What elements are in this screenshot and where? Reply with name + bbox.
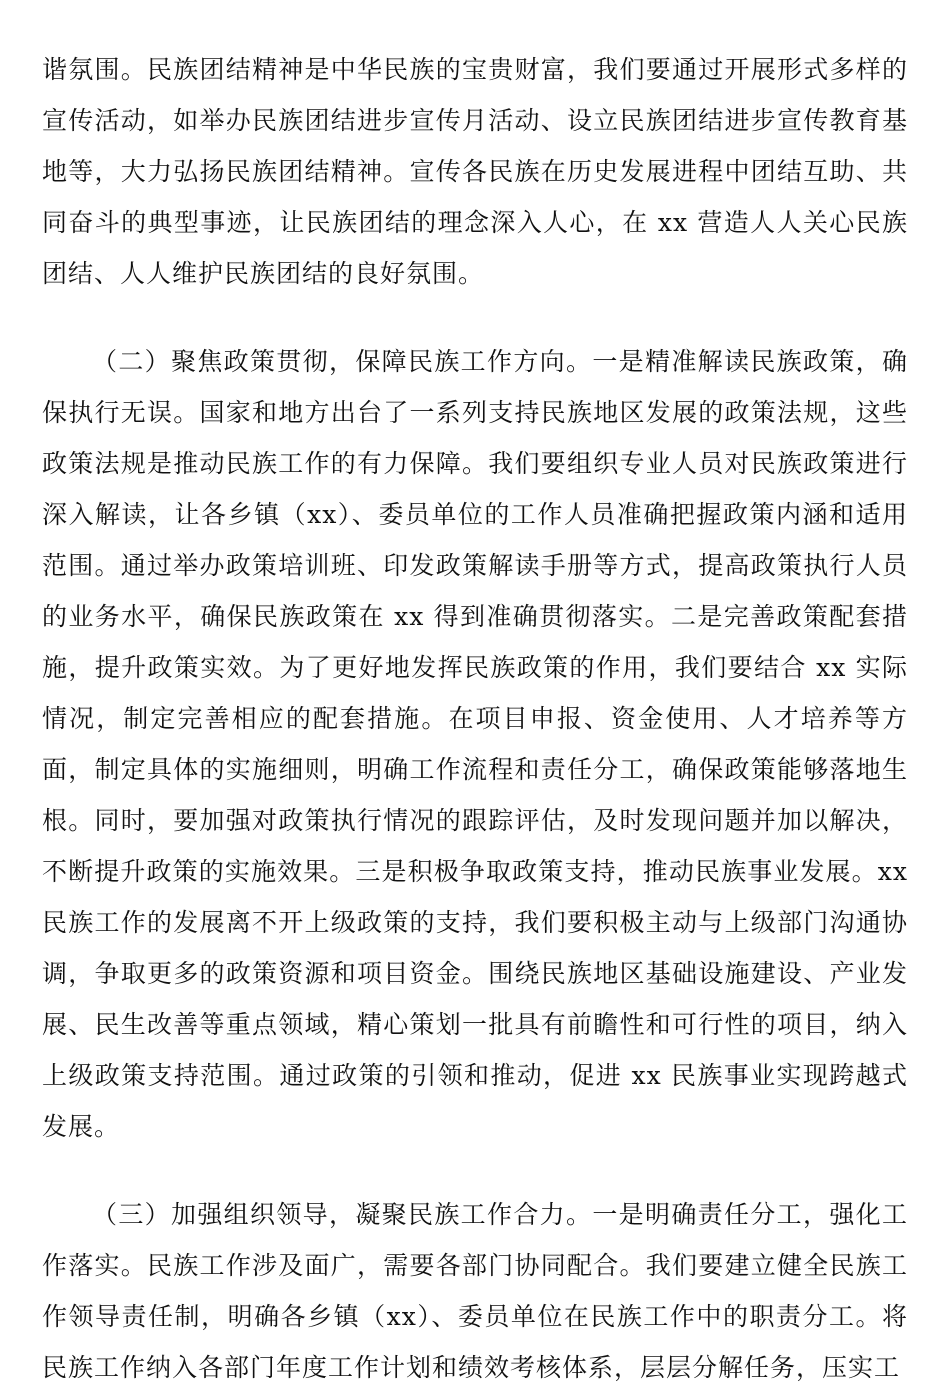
paragraph-spacer bbox=[42, 299, 908, 336]
paragraph-spacer bbox=[42, 1152, 908, 1189]
paragraph-section-three: （三）加强组织领导，凝聚民族工作合力。一是明确责任分工，强化工作落实。民族工作涉及面广，需要各部门协同配合。我们要建立健全民族工作领导责任制，明确各乡镇（xx）、委员单位在民族工作中的职责分工。将民族工作纳入各部门年度工作计划和绩效考核体系，层层分解任务，压实工 bbox=[42, 1200, 908, 1382]
document-page bbox=[42, 44, 908, 1393]
paragraph-section-two: （二）聚焦政策贯彻，保障民族工作方向。一是精准解读民族政策，确保执行无误。国家和地方出台了一系列支持民族地区发展的政策法规，这些政策法规是推动民族工作的有力保障。我们要组织专业人员对民族政策进行深入解读，让各乡镇（xx）、委员单位的工作人员准确把握政策内涵和适用范围。通过举办政策培训班、印发政策解读手册等方式，提高政策执行人员的业务水平，确保民族政策在 xx 得到准确贯彻落实。二是完善政策配套措施，提升政策实效。为了更好地发挥民族政策的作用，我们要结合 xx 实际情况，制定完善相应的配套措施。在项目申报、资金使用、人才培养等方面，制定具体的实施细则，明确工作流程和责任分工，确保政策能够落地生根。同时，要加强对政策执行情况的跟踪评估，及时发现问题并加以解决，不断提升政策的实施效果。三是积极争取政策支持，推动民族事业发展。xx 民族工作的发展离不开上级政策的支持，我们要积极主动与上级部门沟通协调，争取更多的政策资源和项目资金。围绕民族地区基础设施建设、产业发展、民生改善等重点领域，精心策划一批具有前瞻性和可行性的项目，纳入上级政策支持范围。通过政策的引领和推动，促进 xx 民族事业实现跨越式发展。 bbox=[42, 347, 908, 1141]
paragraph-continued: 谐氛围。民族团结精神是中华民族的宝贵财富，我们要通过开展形式多样的宣传活动，如举办民族团结进步宣传月活动、设立民族团结进步宣传教育基地等，大力弘扬民族团结精神。宣传各民族在历史发展进程中团结互助、共同奋斗的典型事迹，让民族团结的理念深入人心，在 xx 营造人人关心民族团结、人人维护民族团结的良好氛围。 bbox=[42, 55, 908, 288]
